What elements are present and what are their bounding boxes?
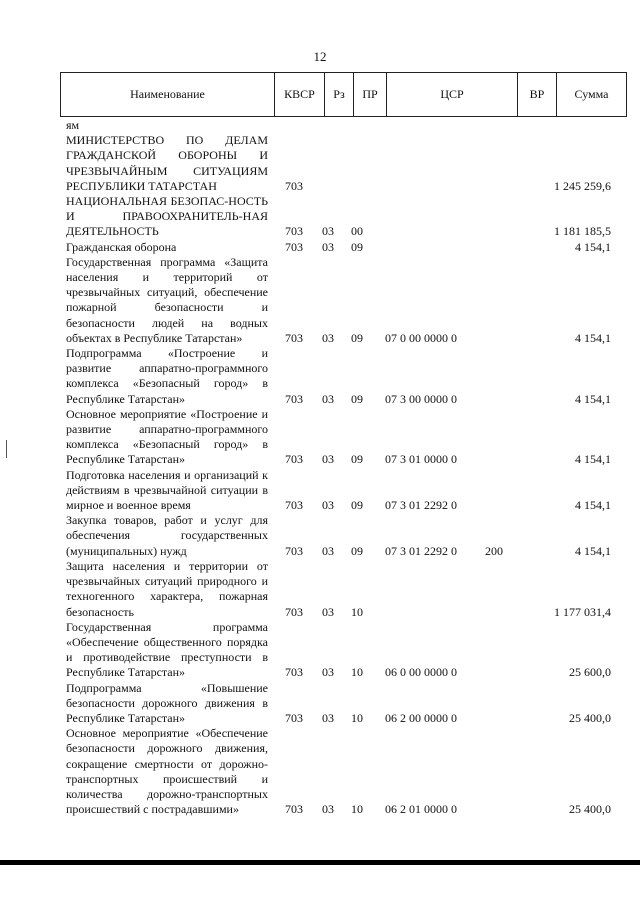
table-row <box>66 240 611 255</box>
row-sum: 4 154,1 <box>575 543 611 558</box>
header-sum: Сумма <box>574 87 609 101</box>
row-kvsr: 703 <box>285 452 303 467</box>
row-pr: 09 <box>351 391 363 406</box>
row-kvsr: 703 <box>285 330 303 345</box>
row-name: Государственная программа «Защита населения и территорий от чрезвычайных ситуаций, обеспечение пожарной безопасности и безопасности людей на водных объектах в Республике Татарстан» <box>66 254 268 345</box>
row-kvsr: 703 <box>285 604 303 619</box>
row-sum: 25 400,0 <box>569 710 611 725</box>
row-csr: 06 0 00 0000 0 <box>385 665 457 680</box>
table-row <box>66 118 611 133</box>
table-row <box>66 726 611 817</box>
row-name: Основное мероприятие «Построение и развитие аппаратно-программного комплекса «Безопасный город» в Республике Татарстан» <box>66 406 268 467</box>
row-pr: 09 <box>351 330 363 345</box>
header-name: Наименование <box>61 73 275 116</box>
row-rz: 03 <box>322 391 334 406</box>
row-kvsr: 703 <box>285 178 303 193</box>
row-name: Закупка товаров, работ и услуг для обеспечения государственных (муниципальных) нужд <box>66 513 268 558</box>
row-kvsr: 703 <box>285 543 303 558</box>
table-row <box>66 133 611 194</box>
row-kvsr: 703 <box>285 498 303 513</box>
row-rz: 03 <box>322 802 334 817</box>
row-name: Подпрограмма «Повышение безопасности дорожного движения в Республике Татарстан» <box>66 680 268 725</box>
row-pr: 09 <box>351 452 363 467</box>
row-pr: 09 <box>351 543 363 558</box>
row-kvsr: 703 <box>285 239 303 254</box>
row-pr: 10 <box>351 665 363 680</box>
row-name: Подготовка населения и организаций к действиям в чрезвычайной ситуации в мирное и военное время <box>66 467 268 513</box>
row-csr: 07 3 01 2292 0 <box>385 543 457 558</box>
header-vr: ВР <box>518 73 557 116</box>
table-row <box>66 468 611 514</box>
row-kvsr: 703 <box>285 710 303 725</box>
row-sum: 4 154,1 <box>575 391 611 406</box>
margin-mark <box>6 440 7 458</box>
row-csr: 07 3 00 0000 0 <box>385 391 457 406</box>
row-vr: 200 <box>485 543 503 558</box>
header-rz: Рз <box>325 73 354 116</box>
table-row <box>66 407 611 468</box>
row-pr: 10 <box>351 604 363 619</box>
table-row <box>66 194 611 240</box>
row-sum: 4 154,1 <box>575 330 611 345</box>
row-rz: 03 <box>322 452 334 467</box>
table-row <box>66 346 611 407</box>
table-body <box>66 118 611 817</box>
row-sum: 1 245 259,6 <box>554 178 611 193</box>
header-pr: ПР <box>354 73 387 116</box>
page-number: 12 <box>313 49 327 64</box>
row-rz: 03 <box>322 710 334 725</box>
row-rz: 03 <box>322 604 334 619</box>
row-csr: 07 0 00 0000 0 <box>385 330 457 345</box>
row-sum: 4 154,1 <box>575 452 611 467</box>
row-pr: 09 <box>351 498 363 513</box>
row-sum: 25 400,0 <box>569 802 611 817</box>
row-pr: 10 <box>351 802 363 817</box>
row-kvsr: 703 <box>285 665 303 680</box>
row-pr: 09 <box>351 239 363 254</box>
row-pr: 00 <box>351 224 363 239</box>
row-name: Подпрограмма «Построение и развитие аппаратно-программного комплекса «Безопасный город» в Республике Татарстан» <box>66 346 268 406</box>
row-sum: 25 600,0 <box>569 665 611 680</box>
row-sum: 1 181 185,5 <box>554 224 611 239</box>
row-csr: 06 2 00 0000 0 <box>385 710 457 725</box>
row-name: Защита населения и территории от чрезвычайных ситуаций природного и техногенного характера, пожарная безопасность <box>66 558 268 619</box>
row-csr: 07 3 01 2292 0 <box>385 498 457 513</box>
row-name: Основное мероприятие «Обеспечение безопасности дорожного движения, сокращение смертности от дорожно-транспортных происшествий и количества дорожно-транспортных происшествий с пострадавшими» <box>66 726 268 817</box>
table-row <box>66 620 611 681</box>
row-pr: 10 <box>351 710 363 725</box>
row-name: Гражданская оборона <box>66 239 177 254</box>
row-csr: 06 2 01 0000 0 <box>385 802 457 817</box>
row-sum: 4 154,1 <box>575 498 611 513</box>
row-rz: 03 <box>322 665 334 680</box>
header-csr: ЦСР <box>387 73 518 116</box>
row-rz: 03 <box>322 239 334 254</box>
row-kvsr: 703 <box>285 224 303 239</box>
table-row <box>66 255 611 346</box>
table-row <box>66 559 611 620</box>
row-name: Государственная программа «Обеспечение общественного порядка и противодействие преступности в Республике Татарстан» <box>66 619 268 680</box>
row-sum: 4 154,1 <box>575 239 611 254</box>
row-name: ям <box>66 118 80 132</box>
row-rz: 03 <box>322 543 334 558</box>
header-kvsr: КВСР <box>275 73 325 116</box>
row-name: НАЦИОНАЛЬНАЯ БЕЗОПАС-НОСТЬ И ПРАВООХРАНИТЕЛЬ-НАЯ ДЕЯТЕЛЬНОСТЬ <box>66 194 268 239</box>
row-rz: 03 <box>322 498 334 513</box>
row-csr: 07 3 01 0000 0 <box>385 452 457 467</box>
row-name: МИНИСТЕРСТВО ПО ДЕЛАМ ГРАЖДАНСКОЙ ОБОРОНЫ И ЧРЕЗВЫЧАЙНЫМ СИТУАЦИЯМ РЕСПУБЛИКИ ТАТАРСТАН <box>66 133 268 193</box>
row-rz: 03 <box>322 330 334 345</box>
table-header <box>60 72 627 117</box>
table-row <box>66 681 611 727</box>
row-rz: 03 <box>322 224 334 239</box>
row-kvsr: 703 <box>285 802 303 817</box>
row-kvsr: 703 <box>285 391 303 406</box>
table-row <box>66 513 611 559</box>
row-sum: 1 177 031,4 <box>554 604 611 619</box>
bottom-border <box>0 860 640 865</box>
